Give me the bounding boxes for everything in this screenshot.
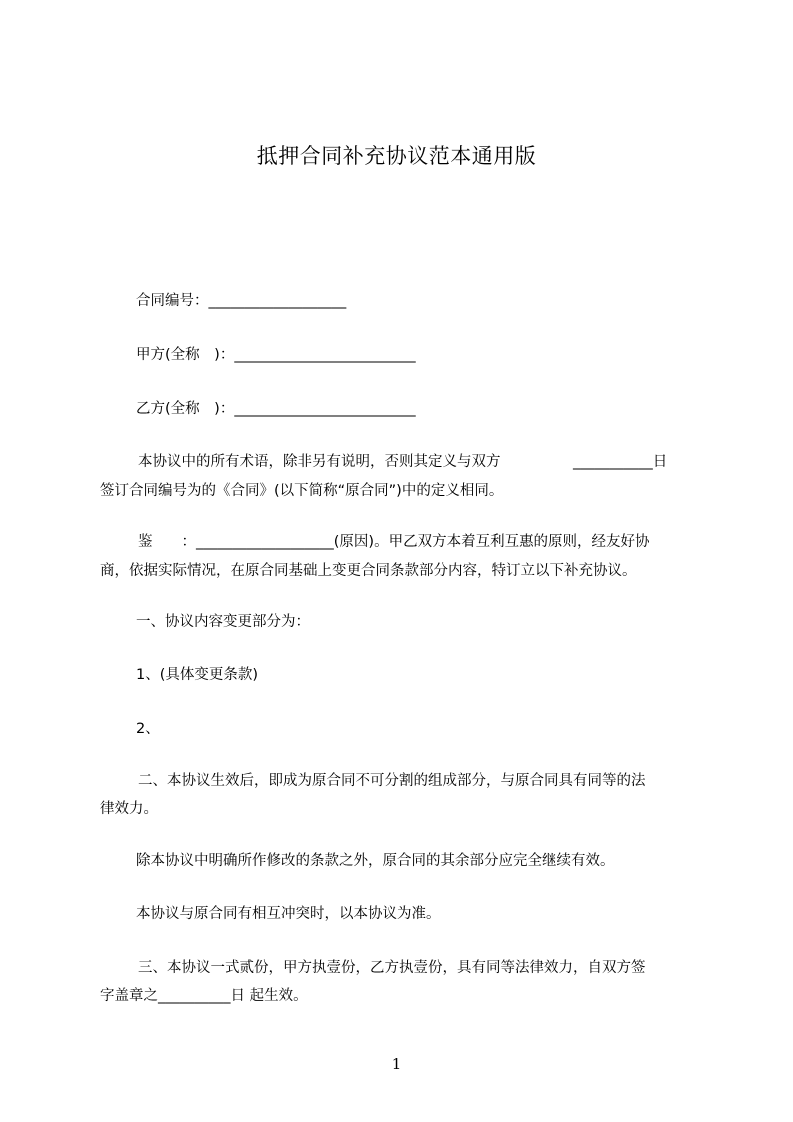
terms-definition-line-1: 本协议中的所有术语，除非另有说明，否则其定义与双方 ___________日	[138, 454, 668, 470]
section-2-line-1: 二、本协议生效后，即成为原合同不可分割的组成部分，与原合同具有同等的法	[138, 773, 646, 789]
remaining-clause: 除本协议中明确所作修改的条款之外，原合同的其余部分应完全继续有效。	[136, 853, 615, 869]
section-1-heading: 一、协议内容变更部分为：	[136, 614, 310, 630]
party-b-line: 乙方(全称 )：_________________________	[136, 401, 416, 417]
contract-number-line: 合同编号：___________________	[136, 293, 347, 309]
section-2-line-2: 律效力。	[100, 801, 158, 817]
change-item-2: 2、	[136, 721, 160, 737]
section-3-line-2: 字盖章之__________日 起生效。	[100, 988, 308, 1004]
terms-definition-line-2: 签订合同编号为的《合同》(以下简称“原合同”)中的定义相同。	[100, 483, 504, 499]
conflict-clause: 本协议与原合同有相互冲突时，以本协议为准。	[136, 906, 441, 922]
whereas-line-1: 鉴 ：___________________(原因)。甲乙双方本着互利互惠的原则，经友好协	[138, 534, 650, 550]
page-number: 1	[391, 1055, 402, 1073]
whereas-line-2: 商，依据实际情况，在原合同基础上变更合同条款部分内容，特订立以下补充协议。	[100, 563, 637, 579]
party-a-line: 甲方(全称 )：_________________________	[136, 347, 416, 363]
change-item-1: 1、(具体变更条款)	[136, 667, 259, 683]
section-3-line-1: 三、本协议一式贰份，甲方执壹份，乙方执壹份，具有同等法律效力，自双方签	[138, 960, 646, 976]
document-title: 抵押合同补充协议范本通用版	[256, 144, 537, 168]
